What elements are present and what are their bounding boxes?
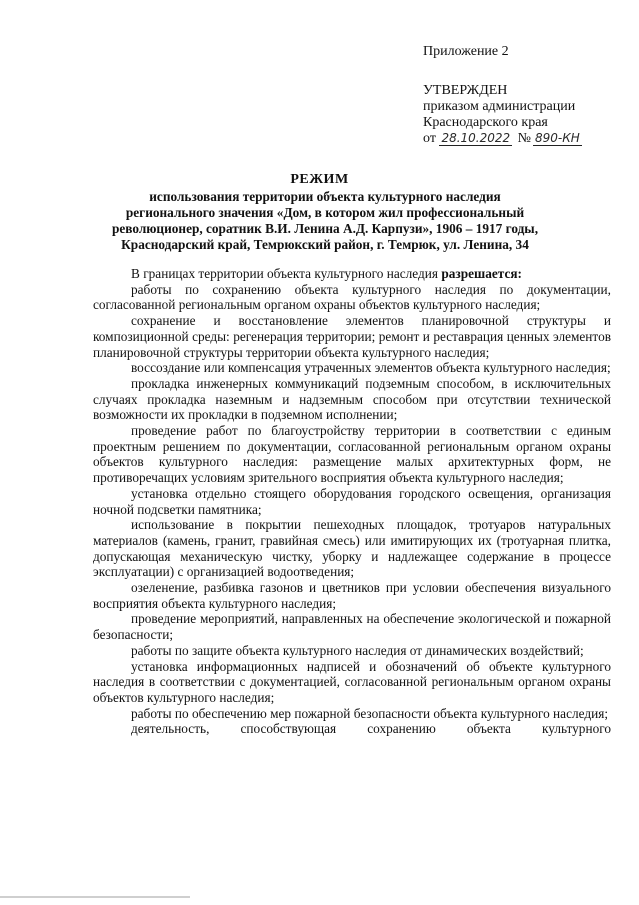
approval-block bbox=[423, 83, 582, 147]
appendix-label: Приложение 2 bbox=[423, 44, 509, 59]
from-prefix: от bbox=[423, 131, 436, 146]
list-item: использование в покрытии пешеходных площадок, тротуаров натуральных материалов (камень, гранит, гравийная смесь) или имитирующих их (тротуарная плитка, допускающая механическую чистку, уборку и надлежащее содержание в процессе эксплуатации) с организацией водоотведения; bbox=[93, 517, 611, 580]
date-number-line bbox=[423, 131, 582, 147]
subtitle-line: революционер, соратник В.И. Ленина А.Д. Карпузи», 1906 – 1917 годы, bbox=[111, 221, 539, 236]
document-body bbox=[93, 266, 611, 737]
subtitle-line: регионального значения «Дом, в котором жил профессиональный bbox=[125, 205, 525, 220]
list-item: прокладка инженерных коммуникаций подземным способом, в исключительных случаях прокладка наземным и надземным способом при отсутствии технической возможности их прокладки в подземном исполнении; bbox=[93, 375, 611, 423]
lead-paragraph bbox=[93, 266, 611, 282]
lead-text: В границах территории объекта культурного наследия bbox=[131, 266, 442, 281]
subtitle-line: Краснодарский край, Темрюкский район, г. Темрюк, ул. Ленина, 34 bbox=[121, 237, 529, 252]
list-item: проведение мероприятий, направленных на обеспечение экологической и пожарной безопасности; bbox=[93, 611, 611, 643]
order-line: приказом администрации bbox=[423, 99, 576, 114]
list-item: сохранение и восстановление элементов планировочной структуры и композиционной среды: регенерация территории; ремонт и реставрация ценных элементов планировочной структуры территории объекта культурного наследия; bbox=[93, 313, 611, 360]
handwritten-date: 28.10.2022 bbox=[441, 131, 511, 145]
number-sign: № bbox=[517, 131, 532, 146]
lead-bold: разрешается: bbox=[441, 266, 522, 281]
scan-edge-line bbox=[0, 896, 190, 898]
handwritten-number: 890-КН bbox=[535, 131, 580, 145]
list-item: работы по защите объекта культурного наследия от динамических воздействий; bbox=[131, 642, 584, 658]
list-item: воссоздание или компенсация утраченных элементов объекта культурного наследия; bbox=[131, 360, 611, 376]
list-item: деятельность, способствующая сохранению объекта культурного bbox=[131, 721, 611, 737]
list-item: работы по сохранению объекта культурного наследия по документации, согласованной региональным органом охраны объектов культурного наследия; bbox=[93, 281, 611, 313]
list-item: установка информационных надписей и обозначений об объекте культурного наследия в соответствии с документацией, согласованной региональным органом охраны объектов культурного наследия; bbox=[93, 658, 611, 705]
approved-label: УТВЕРЖДЕН bbox=[423, 83, 508, 98]
list-item: проведение работ по благоустройству территории в соответствии с единым проектным решением по документации, согласованной региональным органом охраны объектов культурного наследия: размещение малых архитектурных форм, не противоречащих условиям зрительного восприятия объекта культурного наследия; bbox=[93, 423, 611, 486]
region-line: Краснодарского края bbox=[423, 115, 548, 130]
subtitle-line: использования территории объекта культурного наследия bbox=[149, 189, 501, 204]
list-item: установка отдельно стоящего оборудования городского освещения, организация ночной подсветки памятника; bbox=[93, 485, 611, 517]
list-item: озеленение, разбивка газонов и цветников при условии обеспечения визуального восприятия объекта культурного наследия; bbox=[93, 580, 611, 611]
document-subtitle bbox=[95, 189, 555, 253]
document-title: РЕЖИМ bbox=[290, 172, 349, 187]
list-item: работы по обеспечению мер пожарной безопасности объекта культурного наследия; bbox=[131, 705, 609, 721]
